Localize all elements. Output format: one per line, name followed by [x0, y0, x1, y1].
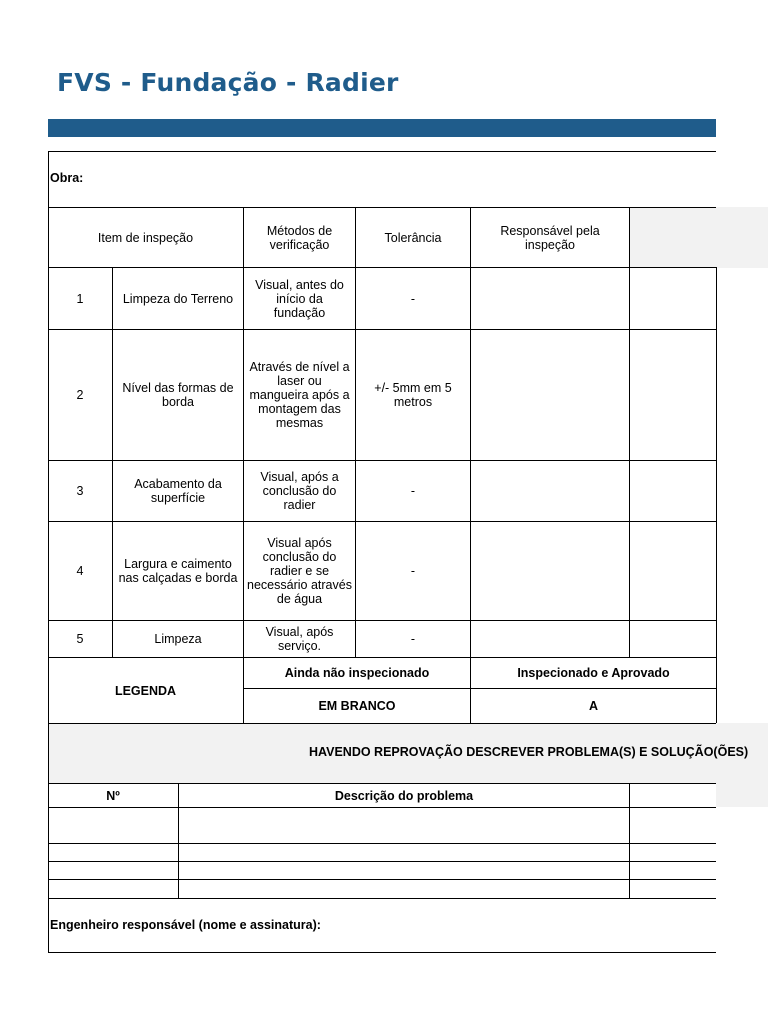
row-1-num: 1	[76, 291, 84, 306]
legend-approved-value: A	[588, 699, 599, 713]
header-item: Item de inspeção	[97, 230, 194, 245]
title-bar	[48, 119, 716, 137]
problems-col-desc: Descrição do problema	[334, 788, 474, 803]
row-4-item: Largura e caimento nas calçadas e borda	[118, 557, 238, 585]
grid-line	[629, 783, 630, 898]
page-title: FVS - Fundação - Radier	[57, 68, 399, 97]
header-shade-right	[629, 207, 768, 268]
legend-not-inspected-title: Ainda não inspecionado	[284, 666, 430, 680]
row-3-tolerancia: -	[410, 484, 416, 498]
header-metodos: Métodos de verificação	[266, 223, 333, 252]
row-1-metodo: Visual, antes do início da fundação	[255, 277, 344, 320]
row-3-metodo: Visual, após a conclusão do radier	[260, 470, 339, 512]
problems-heading: HAVENDO REPROVAÇÃO DESCREVER PROBLEMA(S) E SOLUÇÃO(ÕES)	[309, 745, 749, 759]
legend-approved-title: Inspecionado e Aprovado	[517, 666, 670, 680]
grid-line	[48, 952, 716, 953]
engineer-label: Engenheiro responsável (nome e assinatura):	[50, 918, 321, 932]
row-3-item: Acabamento da superfície	[134, 477, 222, 505]
row-5-metodo: Visual, após serviço.	[265, 625, 334, 653]
problems-col-num: Nº	[106, 788, 120, 803]
row-1-item: Limpeza do Terreno	[122, 291, 234, 306]
row-2-item: Nível das formas de borda	[122, 381, 234, 409]
grid-line	[716, 267, 717, 723]
row-3-num: 3	[76, 484, 84, 498]
grid-line	[48, 151, 716, 152]
grid-line	[48, 861, 716, 862]
row-2-num: 2	[76, 388, 84, 402]
row-4-metodo: Visual após conclusão do radier e se necessário através de água	[247, 536, 352, 606]
grid-line	[48, 879, 716, 880]
obra-label: Obra:	[50, 171, 84, 185]
row-1-tolerancia: -	[410, 291, 416, 306]
legend-not-inspected-value: EM BRANCO	[318, 699, 396, 713]
grid-line	[470, 207, 471, 723]
row-4-num: 4	[76, 564, 84, 578]
grid-line	[48, 898, 716, 899]
row-4-tolerancia: -	[410, 564, 416, 578]
grid-line	[48, 723, 716, 724]
legend-label: LEGENDA	[114, 683, 177, 698]
header-tolerancia: Tolerância	[384, 230, 442, 245]
header-responsavel: Responsável pela inspeção	[500, 223, 600, 252]
row-2-metodo: Através de nível a laser ou mangueira após a montagem das mesmas	[249, 360, 350, 430]
problems-shade-right	[716, 783, 768, 807]
grid-line	[629, 207, 630, 657]
grid-line	[48, 807, 716, 808]
row-5-num: 5	[76, 632, 84, 646]
row-2-tolerancia: +/- 5mm em 5 metros	[374, 381, 452, 409]
row-5-tolerancia: -	[410, 632, 416, 646]
row-5-item: Limpeza	[154, 632, 202, 646]
grid-line	[48, 843, 716, 844]
